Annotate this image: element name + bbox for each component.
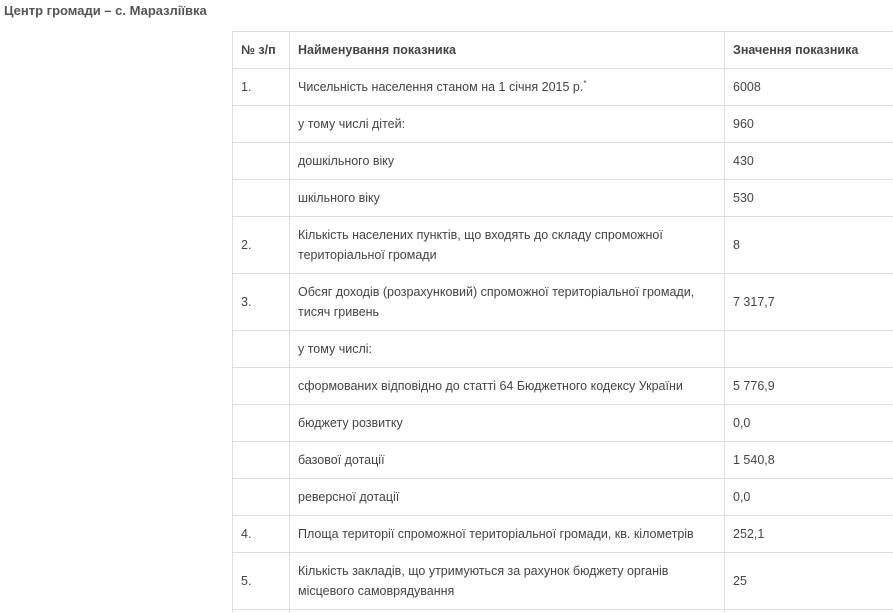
row-number: 2. <box>233 217 290 274</box>
row-indicator-name <box>290 69 725 106</box>
table-header-row <box>233 32 893 69</box>
table-row <box>233 368 893 405</box>
row-indicator-name: шкільного віку <box>290 180 725 217</box>
row-number: 5. <box>233 553 290 610</box>
row-indicator-value: 1 540,8 <box>725 442 893 479</box>
row-indicator-name: Площа території спроможної територіальної громади, кв. кілометрів <box>290 516 725 553</box>
row-number <box>233 106 290 143</box>
row-indicator-value: 430 <box>725 143 893 180</box>
table-row <box>233 274 893 331</box>
table-row <box>233 442 893 479</box>
row-number <box>233 368 290 405</box>
header-indicator-value: Значення показника <box>725 32 893 69</box>
table-row <box>233 69 893 106</box>
row-number <box>233 479 290 516</box>
row-indicator-name: Кількість закладів, що утримуються за рахунок бюджету органів місцевого самоврядування <box>290 553 725 610</box>
footnote-mark: * <box>583 78 587 88</box>
page-heading: Центр громади – с. Маразліївка <box>4 3 207 18</box>
row-indicator-name: Обсяг доходів (розрахунковий) спроможної територіальної громади, тисяч гривень <box>290 274 725 331</box>
row-indicator-name: Кількість населених пунктів, що входять до складу спроможної територіальної громади <box>290 217 725 274</box>
table-row <box>233 180 893 217</box>
table-row <box>233 217 893 274</box>
row-indicator-value: 8 <box>725 217 893 274</box>
row-indicator-name: реверсної дотації <box>290 479 725 516</box>
row-indicator-name: у тому числі: <box>290 331 725 368</box>
row-number <box>233 442 290 479</box>
row-number <box>233 331 290 368</box>
header-number: № з/п <box>233 32 290 69</box>
row-indicator-value: 960 <box>725 106 893 143</box>
table-row <box>233 143 893 180</box>
table-row <box>233 516 893 553</box>
row-indicator-name: базової дотації <box>290 442 725 479</box>
row-indicator-name: бюджету розвитку <box>290 405 725 442</box>
row-indicator-value: 0,0 <box>725 479 893 516</box>
row-indicator-name: у тому числі дітей: <box>290 106 725 143</box>
row-number <box>233 143 290 180</box>
row-number <box>233 180 290 217</box>
table-row <box>233 479 893 516</box>
row-number: 4. <box>233 516 290 553</box>
table-row <box>233 331 893 368</box>
row-indicator-name: сформованих відповідно до статті 64 Бюджетного кодексу України <box>290 368 725 405</box>
row-number: 1. <box>233 69 290 106</box>
table-row-partial <box>233 610 893 613</box>
row-indicator-text: Чисельність населення станом на 1 січня 2015 р. <box>298 80 584 94</box>
row-indicator-value: 7 317,7 <box>725 274 893 331</box>
indicators-table <box>232 31 893 613</box>
header-indicator-name: Найменування показника <box>290 32 725 69</box>
table-row <box>233 405 893 442</box>
table-row <box>233 106 893 143</box>
row-indicator-value: 25 <box>725 553 893 610</box>
row-indicator-value: 5 776,9 <box>725 368 893 405</box>
row-number: 3. <box>233 274 290 331</box>
row-number <box>233 405 290 442</box>
table-row <box>233 553 893 610</box>
row-indicator-value: 6008 <box>725 69 893 106</box>
row-indicator-name: дошкільного віку <box>290 143 725 180</box>
row-indicator-value <box>725 331 893 368</box>
row-indicator-value: 0,0 <box>725 405 893 442</box>
row-indicator-value: 530 <box>725 180 893 217</box>
row-indicator-value: 252,1 <box>725 516 893 553</box>
